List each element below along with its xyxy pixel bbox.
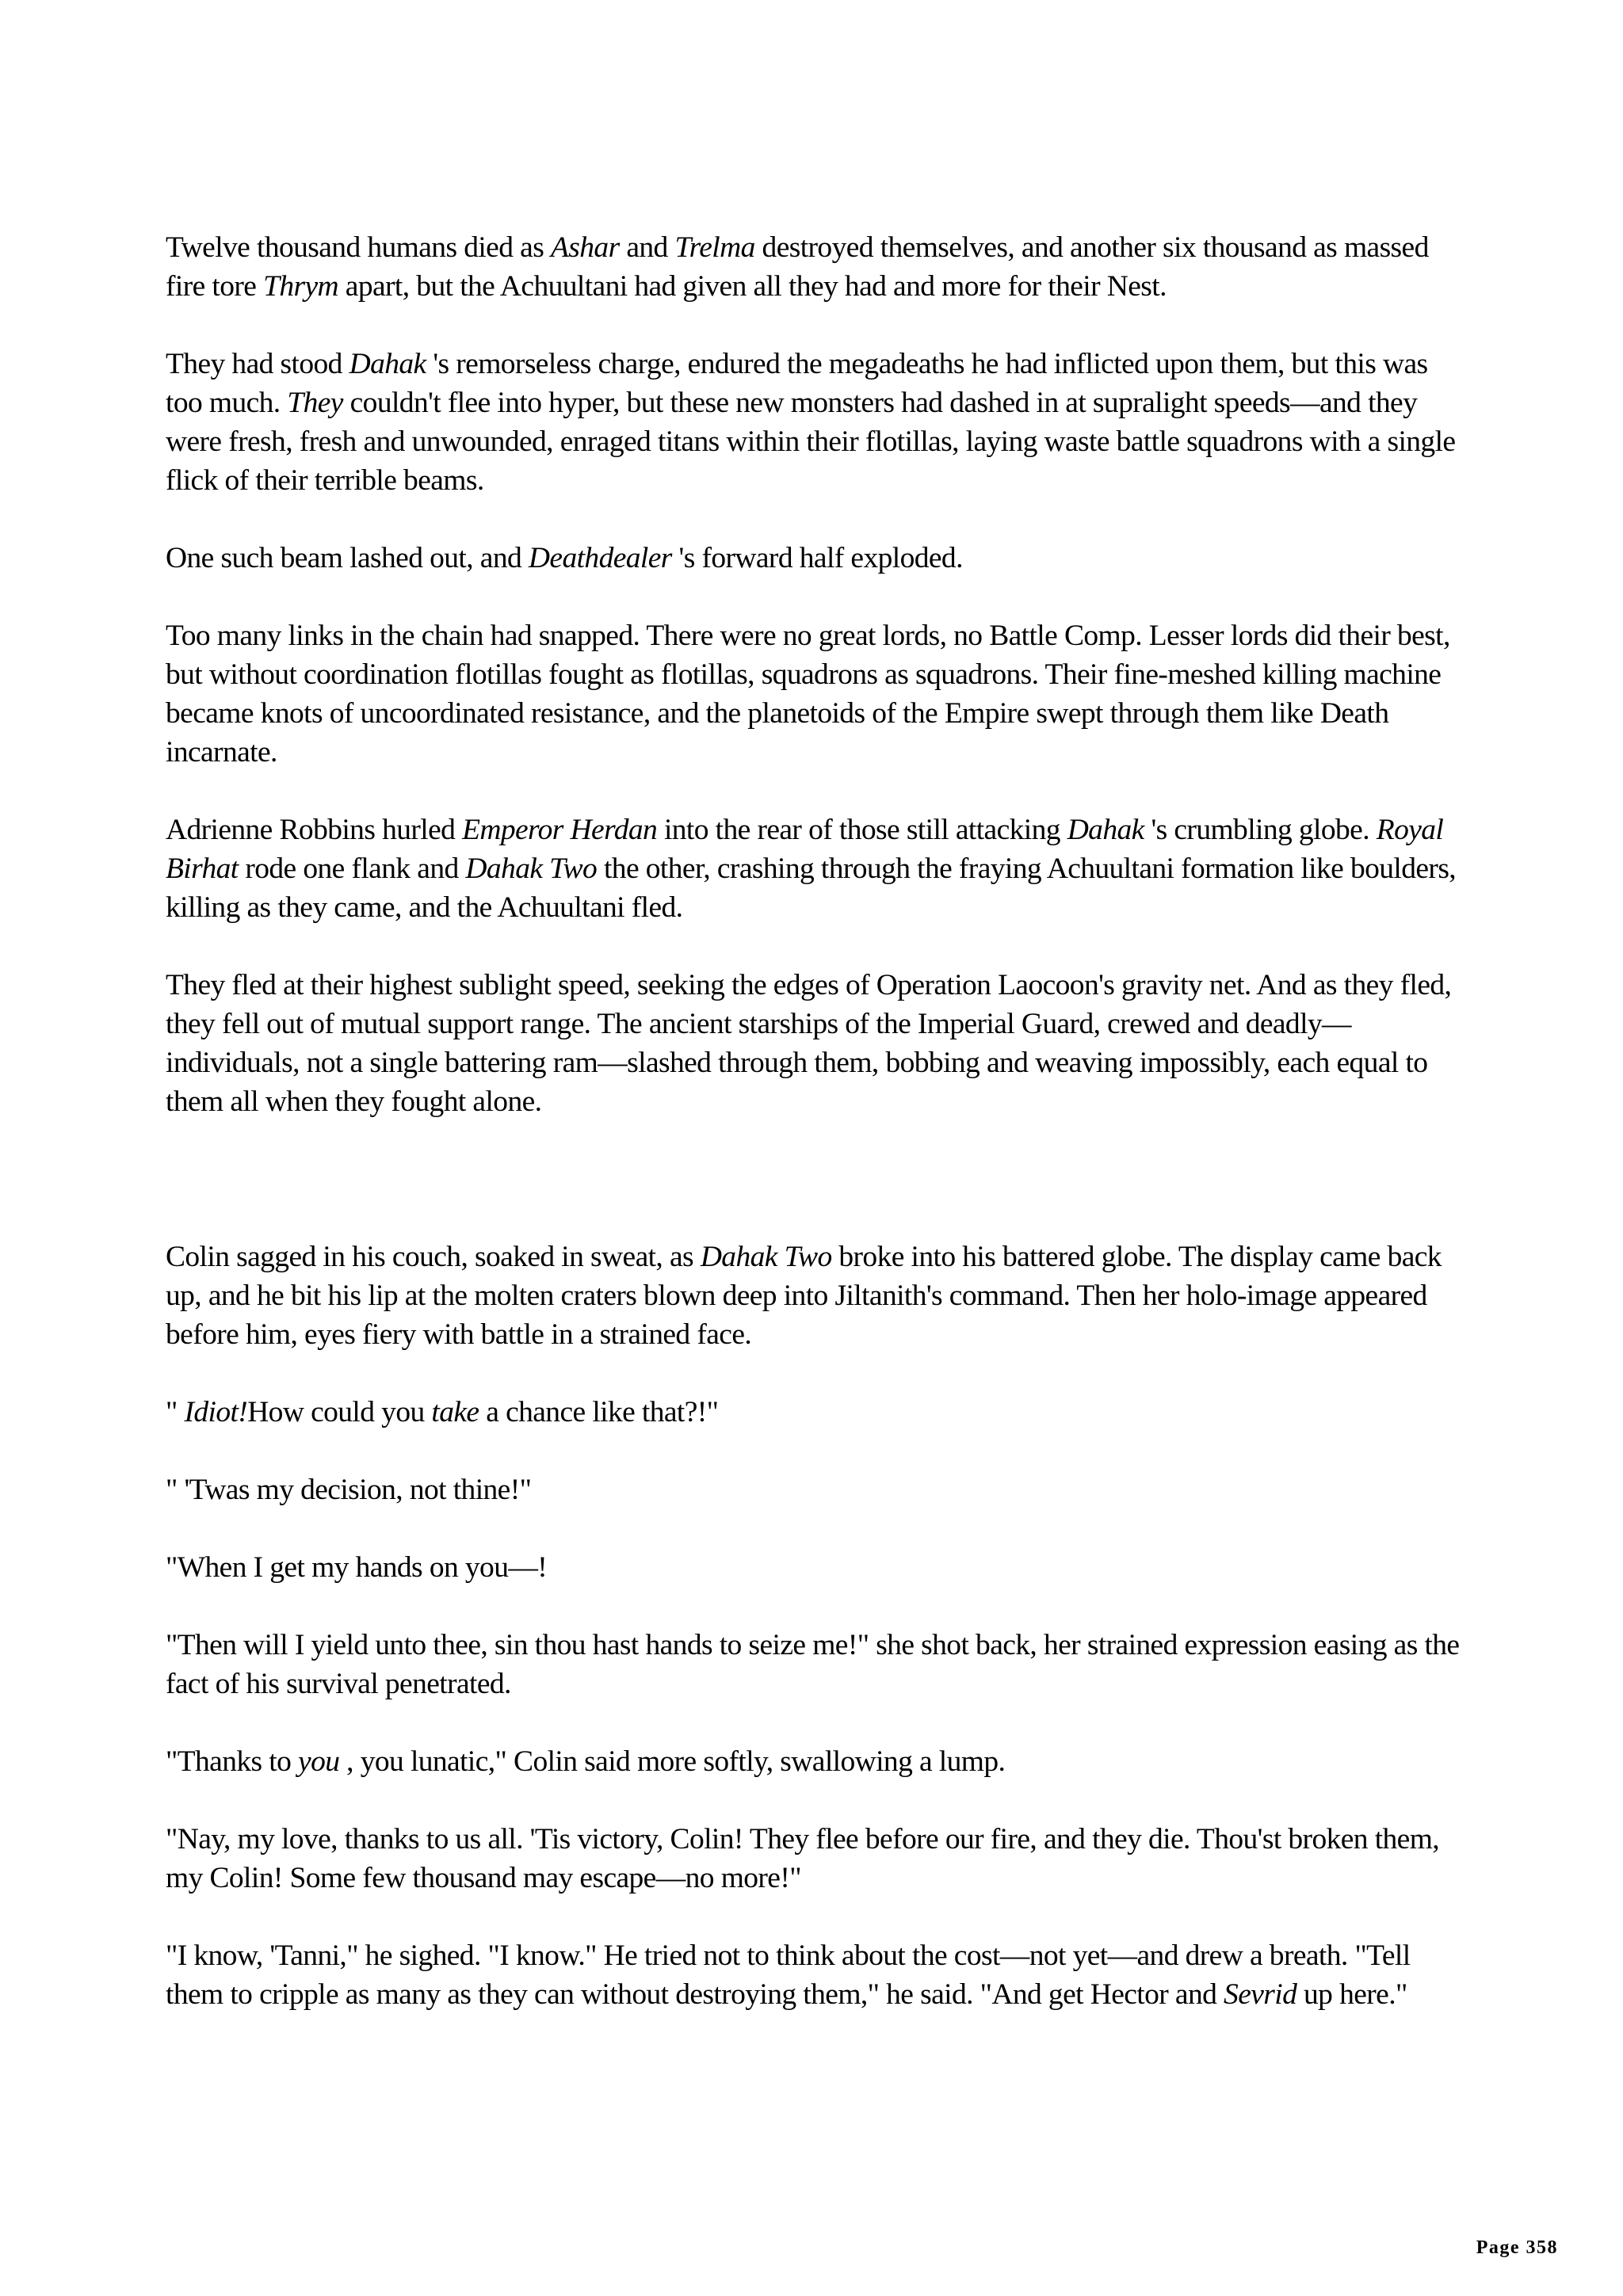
text-run: Adrienne Robbins hurled [166,814,463,846]
italic-ship-name: Emperor Herdan [462,814,658,846]
text-run: destroyed themselves, and another six thousand as massed fire tore [166,231,1429,303]
italic-ship-name: Royal Birhat [166,814,1444,885]
paragraph-4 [166,616,1465,772]
text-run: They fled at their highest sublight speed, seeking the edges of Operation Laocoon's gravity net. And as they fled, they fell out of mutual support range. The ancient starships of the Imperial Guard, crewed and deadly—individuals, not a single battering ram—slashed through them, bobbing and weaving impossibly, each equal to them all when they fought alone. [166,969,1452,1118]
text-run: Colin sagged in his couch, soaked in sweat, as [166,1241,701,1273]
paragraph-5 [166,810,1465,927]
paragraph-13 [166,1820,1465,1897]
text-run: up here." [1296,1978,1407,2011]
italic-ship-name: Dahak Two [465,852,598,885]
text-run: 's forward half exploded. [671,542,963,574]
text-run: couldn't flee into hyper, but these new monsters had dashed in at supralight speeds—and they were fresh, fresh and unwounded, enraged titans within their flotillas, laying waste battle squadrons with a single flick of their terrible beams. [166,387,1456,497]
italic-ship-name: Trelma [674,231,755,264]
italic-ship-name: Dahak [1067,814,1144,846]
text-run: "When I get my hands on you—! [166,1551,548,1584]
text-run: and [619,231,675,264]
paragraph-3 [166,539,1465,578]
text-run: "Then will I yield unto thee, sin thou hast hands to seize me!" she shot back, her strained expression easing as the fact of his survival penetrated. [166,1629,1460,1700]
italic-ship-name: Deathdealer [528,542,672,574]
italic-emphasis: take [431,1396,479,1428]
italic-ship-name: Dahak Two [700,1241,832,1273]
text-run: How could you [247,1396,432,1428]
text-run: "Thanks to [166,1745,299,1778]
body-text [166,228,1465,2014]
italic-emphasis: you [298,1745,340,1778]
paragraph-12 [166,1742,1465,1781]
text-run: "I know, 'Tanni," he sighed. "I know." He tried not to think about the cost—not yet—and drew a breath. "Tell them to cripple as many as they can without destroying them," he said. "And get Hector and [166,1939,1411,2011]
text-run: , you lunatic," Colin said more softly, swallowing a lump. [339,1745,1006,1778]
text-run: 's remorseless charge, endured the megadeaths he had inflicted upon them, but this was too much. [166,348,1428,419]
text-run: 's crumbling globe. [1144,814,1377,846]
paragraph-11 [166,1626,1465,1703]
text-run: rode one flank and [238,852,466,885]
paragraph-8 [166,1393,1465,1432]
text-run: "Nay, my love, thanks to us all. 'Tis victory, Colin! They flee before our fire, and they die. Thou'st broken them, my Colin! Some few thousand may escape—no more!" [166,1823,1440,1894]
text-run: " 'Twas my decision, not thine!" [166,1474,532,1506]
paragraph-9 [166,1470,1465,1509]
text-run: Twelve thousand humans died as [166,231,551,264]
italic-ship-name: Thrym [263,270,339,303]
text-run: One such beam lashed out, and [166,542,529,574]
text-run: broke into his battered globe. The display came back up, and he bit his lip at the molten craters blown deep into Jiltanith's command. Then her holo-image appeared before him, eyes fiery with battle in a strained face. [166,1241,1442,1351]
paragraph-14 [166,1936,1465,2014]
page-number: Page 358 [1476,2237,1558,2258]
text-run: a chance like that?!" [479,1396,719,1428]
text-run: " [166,1396,185,1428]
text-run: They had stood [166,348,349,380]
paragraph-2 [166,345,1465,500]
text-run: apart, but the Achuultani had given all they had and more for their Nest. [338,270,1167,303]
paragraph-1 [166,228,1465,306]
paragraph-6 [166,966,1465,1121]
text-run: into the rear of those still attacking [657,814,1067,846]
italic-emphasis: They [287,387,343,419]
paragraph-10 [166,1548,1465,1587]
italic-emphasis: Idiot! [184,1396,248,1428]
italic-ship-name: Dahak [349,348,426,380]
italic-ship-name: Sevrid [1224,1978,1297,2011]
italic-ship-name: Ashar [550,231,620,264]
text-run: the other, crashing through the fraying Achuultani formation like boulders, killing as they came, and the Achuultani fled. [166,852,1457,924]
text-run: Too many links in the chain had snapped. There were no great lords, no Battle Comp. Lesser lords did their best, but without coordination flotillas fought as flotillas, squadrons as squadrons. Their fine-meshed killing machine became knots of uncoordinated resistance, and the planetoids of the Empire swept through them like Death incarnate. [166,620,1450,769]
paragraph-7 [166,1238,1465,1354]
